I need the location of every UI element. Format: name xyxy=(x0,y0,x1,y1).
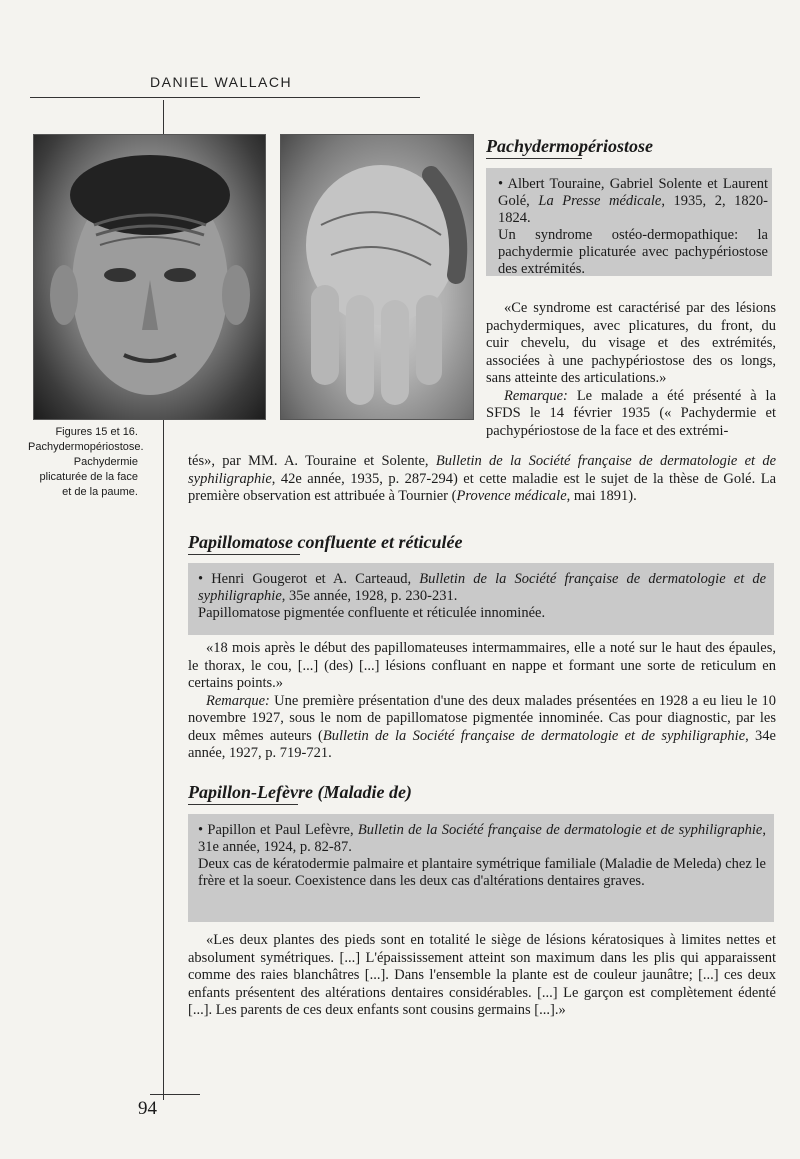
remark-text-2: , 42e année, 1935, p. 287-294) et cette maladie est le sujet de la thèse de Golé. La première observation est attribuée à Tournier ( xyxy=(188,470,776,504)
reference-journal: La Presse médicale xyxy=(538,193,662,209)
reference-journal: Bulletin de la Société française de dermatologie et de syphiligraphie xyxy=(198,571,767,604)
figure-15-face-photo xyxy=(33,134,266,420)
section-title-papillomatose: Papillomatose confluente et réticulée xyxy=(188,532,463,552)
quote-block-papillon xyxy=(188,932,776,1020)
section-title-underline xyxy=(188,804,298,805)
section-title-underline xyxy=(486,158,582,159)
reference-description: Un syndrome ostéo-dermopathique: la pachydermie plicaturée avec pachypériostose des extrémités. xyxy=(498,227,768,277)
reference-box-gougerot xyxy=(188,563,774,635)
footer-rule xyxy=(150,1094,200,1095)
reference-description: Papillomatose pigmentée confluente et réticulée innominée. xyxy=(198,605,546,621)
quote-text: «Les deux plantes des pieds sont en totalité le siège de lésions kératosiques à limites nettes et absolument symétriques. [...] L'épaississement atteint son maximum dans les plis qui apparaissent comme des raies blanchâtres [...]. Dans l'ensemble la plante est de couleur jaunâtre; [...] ces deux enfants présentent des altérations dentaires considérables. [...] Le garçon est complètement édenté [...]. Les parents de ces deux enfants sont cousins germains [...].» xyxy=(188,932,776,1018)
reference-journal: Bulletin de la Société française de dermatologie et de syphiligraphie xyxy=(357,822,763,838)
remark-label: Remarque: xyxy=(504,387,568,404)
figure-16-palm-photo xyxy=(280,134,474,420)
remark-text-narrow: Le malade a été présenté à la SFDS le 14 février 1935 (« Pachydermie et pachypériostose de la face et des extrémi- xyxy=(486,387,777,439)
remark-text-1: tés», par MM. A. Touraine et Solente, xyxy=(188,453,429,469)
reference-authors: • Papillon et Paul Lefèvre, xyxy=(198,822,354,838)
remark-journal: Bulletin de la Société française de dermatologie et de syphiligraphie xyxy=(322,727,746,744)
header-rule xyxy=(30,97,420,98)
reference-details: , 1935, 2, 1820-1824. xyxy=(498,193,768,226)
reference-details: , 31e année, 1924, p. 82-87. xyxy=(198,822,766,855)
section-title-underline xyxy=(188,554,300,555)
page-number: 94 xyxy=(138,1098,157,1119)
quote-text: «18 mois après le début des papillomateuses intermammaires, elle a noté sur le haut des épaules, le thorax, le cou, [...] (des) [...] lésions confluant en nappe et formant une sorte de reticulum en certains points.» xyxy=(188,640,776,691)
quote-block-touraine xyxy=(486,300,776,440)
remark-journal-2: Provence médicale xyxy=(456,488,567,504)
quote-text: «Ce syndrome est caractérisé par des lésions pachydermiques, avec plicatures, du front, du cuir chevelu, du visage et des extrémités, associées à une pachypériostose des os longs, sans atteinte des articulations.» xyxy=(486,300,776,386)
face-illustration xyxy=(34,135,265,419)
reference-box-touraine xyxy=(486,168,772,276)
remark-label: Remarque: xyxy=(206,692,270,709)
reference-box-papillon xyxy=(188,814,774,922)
reference-authors: • Henri Gougerot et A. Carteaud, xyxy=(198,571,412,587)
section-title-pachydermoperiostose: Pachydermopériostose xyxy=(486,136,653,156)
remark-text-2: , 34e année, 1927, p. 719-721. xyxy=(188,727,776,761)
running-header-author: DANIEL WALLACH xyxy=(150,74,293,90)
reference-authors: • Albert Touraine, Gabriel Solente et Laurent Golé, xyxy=(498,176,768,209)
palm-illustration xyxy=(281,135,473,419)
quote-block-gougerot xyxy=(188,640,776,763)
remark-text-1: Une première présentation d'une des deux malades présentées en 1928 a eu lieu le 10 novembre 1927, sous le nom de papillomatose pigmentée innominée. Cas pour diagnostic, par les deux mêmes auteurs ( xyxy=(188,692,777,744)
figure-caption: Figures 15 et 16. Pachydermopériostose. Pachydermie plicaturée de la face et de la paume. xyxy=(28,426,144,498)
reference-description: Deux cas de kératodermie palmaire et plantaire symétrique familiale (Maladie de Meleda) chez le frère et la soeur. Coexistence dans les deux cas d'altérations dentaires graves. xyxy=(198,856,766,889)
remark-block-touraine-wide xyxy=(188,453,776,506)
remark-text-3: , mai 1891). xyxy=(566,488,637,504)
remark-journal-1: Bulletin de la Société française de dermatologie et de syphiligraphie xyxy=(188,453,777,487)
reference-details: , 35e année, 1928, p. 230-231. xyxy=(281,588,458,604)
section-title-papillon-lefevre: Papillon-Lefèvre (Maladie de) xyxy=(188,782,412,802)
